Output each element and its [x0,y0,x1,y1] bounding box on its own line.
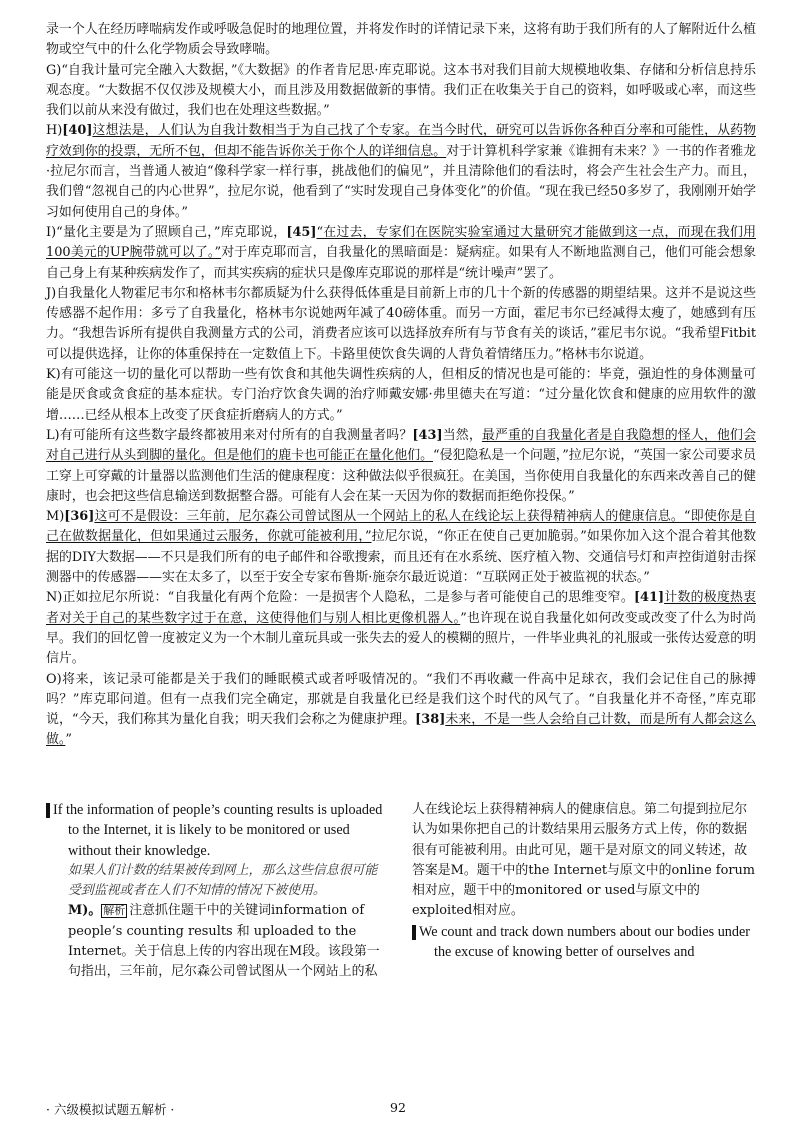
paragraph-f-cont: 录一个人在经历哮喘病发作或呼吸急促时的地理位置，并将发作时的详情记录下来，这将有助于我们所有的人了解附近什么植物或空气中的什么化学物质会导致哮喘。 [46,22,756,58]
question-statement: We count and track down numbers about our bodies under the excuse of knowing better of ourselves and [419,923,750,961]
question-number-badge: 37. [412,925,416,940]
paragraph-g: G)“自我计量可完全融入大数据，”《大数据》的作者肯尼思·库克耶说。这本书对我们目前大规模地收集、存储和分析信息持乐观态度。“大数据不仅仅涉及规模大小，而且涉及用数据做新的事情。我们正在收集关于自己的资料，如呼吸或心率，而这些我们以前从来没有做过，我们也在处理这些数据。” [46,62,756,119]
question-36-analysis: M)。 解析 注意抓住题干中的关键词information of people’s counting results 和 uploaded to the Internet。关于信息上传的内容出现在M段。该段第一句指出，三年前，尼尔森公司曾试图从一个网站上的私 [68,903,380,980]
explanation-columns [26,800,756,983]
paragraph-l: L)有可能所有这些数字最终都被用来对付所有的自我测量者吗？[43]当然，最严重的自我量化者是自我隐想的怪人，他们会对自己进行从头到脚的量化。但是他们的鹿卡也可能正在量化他们。“侵犯隐私是一个问题，”拉尼尔说，“英国一家公司要求员工穿上可穿戴的计量器以监测他们生活的健康程度：这种做法似乎很疯狂。在美国，当你使用自我量化的东西来改善自己的健康时，也会把这些信息输送到数据整合器。可能有人会在某一天因为你的数据而拒绝你投保。” [46,427,757,504]
analysis-tag: 解析 [103,904,126,918]
question-37 [392,922,756,963]
question-36 [26,800,390,861]
page-number: 92 [390,1100,406,1115]
paragraph-o: O)将来，该记录可能都是关于我们的睡眠模式或者呼吸情况的。“我们不再收藏一件高中足球衣，我们会记住自己的脉搏吗？”库克耶问道。但有一点我们完全确定，那就是自我量化已经是我们这个时代的风气了。“自我量化并不奇怪，”库克耶说，“今天，我们称其为量化自我；明天我们会称之为健康护理。[38]未来，不是一些人会给自己计数，而是所有人都会这么做。” [46,671,757,748]
paragraph-h: H)[40]这想法是，人们认为自我计数相当于为自己找了个专家。在当今时代，研究可以告诉你各种百分率和可能性，从药物疗效到你的投票，无所不包，但却不能告诉你关于你个人的详细信息。对于计算机科学家兼《谁拥有未来？》一书的作者雅龙·拉尼尔而言，当普通人被迫“像科学家一样行事，挑战他们的偏见”，并且清除他们的看法时，将会产生社会生产力。而且，我们曾“忽视自己的内心世界”，拉尼尔说，他看到了“实时发现自己身体变化”的价值。“现在我已经50多岁了，我刚刚开始学习如何使用自己的身体。” [46,123,757,220]
paragraph-m: M)[36]这可不是假设：三年前，尼尔森公司曾试图从一个网站上的私人在线论坛上获得精神病人的健康信息。“即使你是自己在做数据量化，但如果通过云服务，你就可能被利用，”拉尼尔说，“你正在使自己更加脆弱。”如果你加入这个混合着其他数据的DIY大数据——不只是我们所有的电子邮件和谷歌搜索，而且还有在水系统、医疗植入物、交通信号灯和声控街道射击探测器中的传感器——实在太多了，以至于安全专家布鲁斯·施奈尔最近说道：“互联网正处于被监视的状态。” [46,509,756,586]
paragraph-n: N)正如拉尼尔所说：“自我量化有两个危险：一是损害个人隐私，二是参与者可能使自己的思维变窄。[41]计数的极度热衷者对关于自己的某些数字过于在意，这使得他们与别人相比更像机器人。”也许现在说自我量化如何改变或改变了什么为时尚早。我们的回忆曾一度被定义为一个木制儿童玩具或一张失去的爱人的模糊的照片，一件毕业典礼的礼服或一张传达爱意的明信片。 [46,590,757,667]
paragraph-k: K)有可能这一切的量化可以帮助一些有饮食和其他失调性疾病的人，但相反的情况也是可能的：毕竟，强迫性的身体测量可能是厌食或贪食症的基本症状。专门治疗饮食失调的治疗师戴安娜·弗里德夫在写道：“过分量化饮食和健康的应用软件的激增……已经从根本上改变了厌食症折磨病人的方式。” [46,367,756,423]
question-number-badge: 36. [46,803,50,818]
translation-body [46,20,756,751]
paragraph-j: J)自我量化人物霍尼韦尔和格林韦尔都质疑为什么获得低体重是目前新上市的几十个新的传感器的期望结果。这并不是说这些传感器不起作用：多亏了自我量化，格林韦尔说她两年减了40磅体重。而另一方面，霍尼韦尔已经减得太瘦了，她感到有压力。“我想告诉所有提供自我测量方式的公司，消费者应该可以选择放弃所有与节食有关的谈话，”霍尼韦尔说。“我希望Fitbit可以提供选择，让你的体重保持在一定数值上下。卡路里使饮食失调的人背负着情绪压力。”格林韦尔说道。 [46,285,756,362]
answer-label: M)。 [68,903,102,919]
question-36-translation: 如果人们计数的结果被传到网上，那么这些信息很可能受到监视或者在人们不知情的情况下被使用。 [68,862,378,899]
question-statement: If the information of people’s counting results is uploaded to the Internet, it is likely to be monitored or used without their knowledge. [53,802,383,859]
explanation-column-right [392,800,756,983]
footer-section-title: · 六级模拟试题五解析 · [46,1102,175,1117]
question-36-analysis-cont: 人在线论坛上获得精神病人的健康信息。第二句提到拉尼尔认为如果你把自己的计数结果用云服务方式上传，你的数据很有可能被利用。由此可见，题干是对原文的同义转述，故答案是M。题干中的the Internet与原文中的online forum相对应，题干中的monitored or used与原文中的exploited相对应。 [412,802,756,919]
explanation-column-left [26,800,390,983]
paragraph-i: I)“量化主要是为了照顾自己，”库克耶说，[45]“在过去，专家们在医院实验室通过大量研究才能做到这一点，而现在我们用100美元的UP腕带就可以了。”对于库克耶而言，自我量化的黑暗面是：疑病症。如果有人不断地监测自己，他们可能会想象自己身上有某种疾病发作了，而其实疾病的症状只是像库克耶说的那样是“统计噪声”罢了。 [46,224,757,281]
